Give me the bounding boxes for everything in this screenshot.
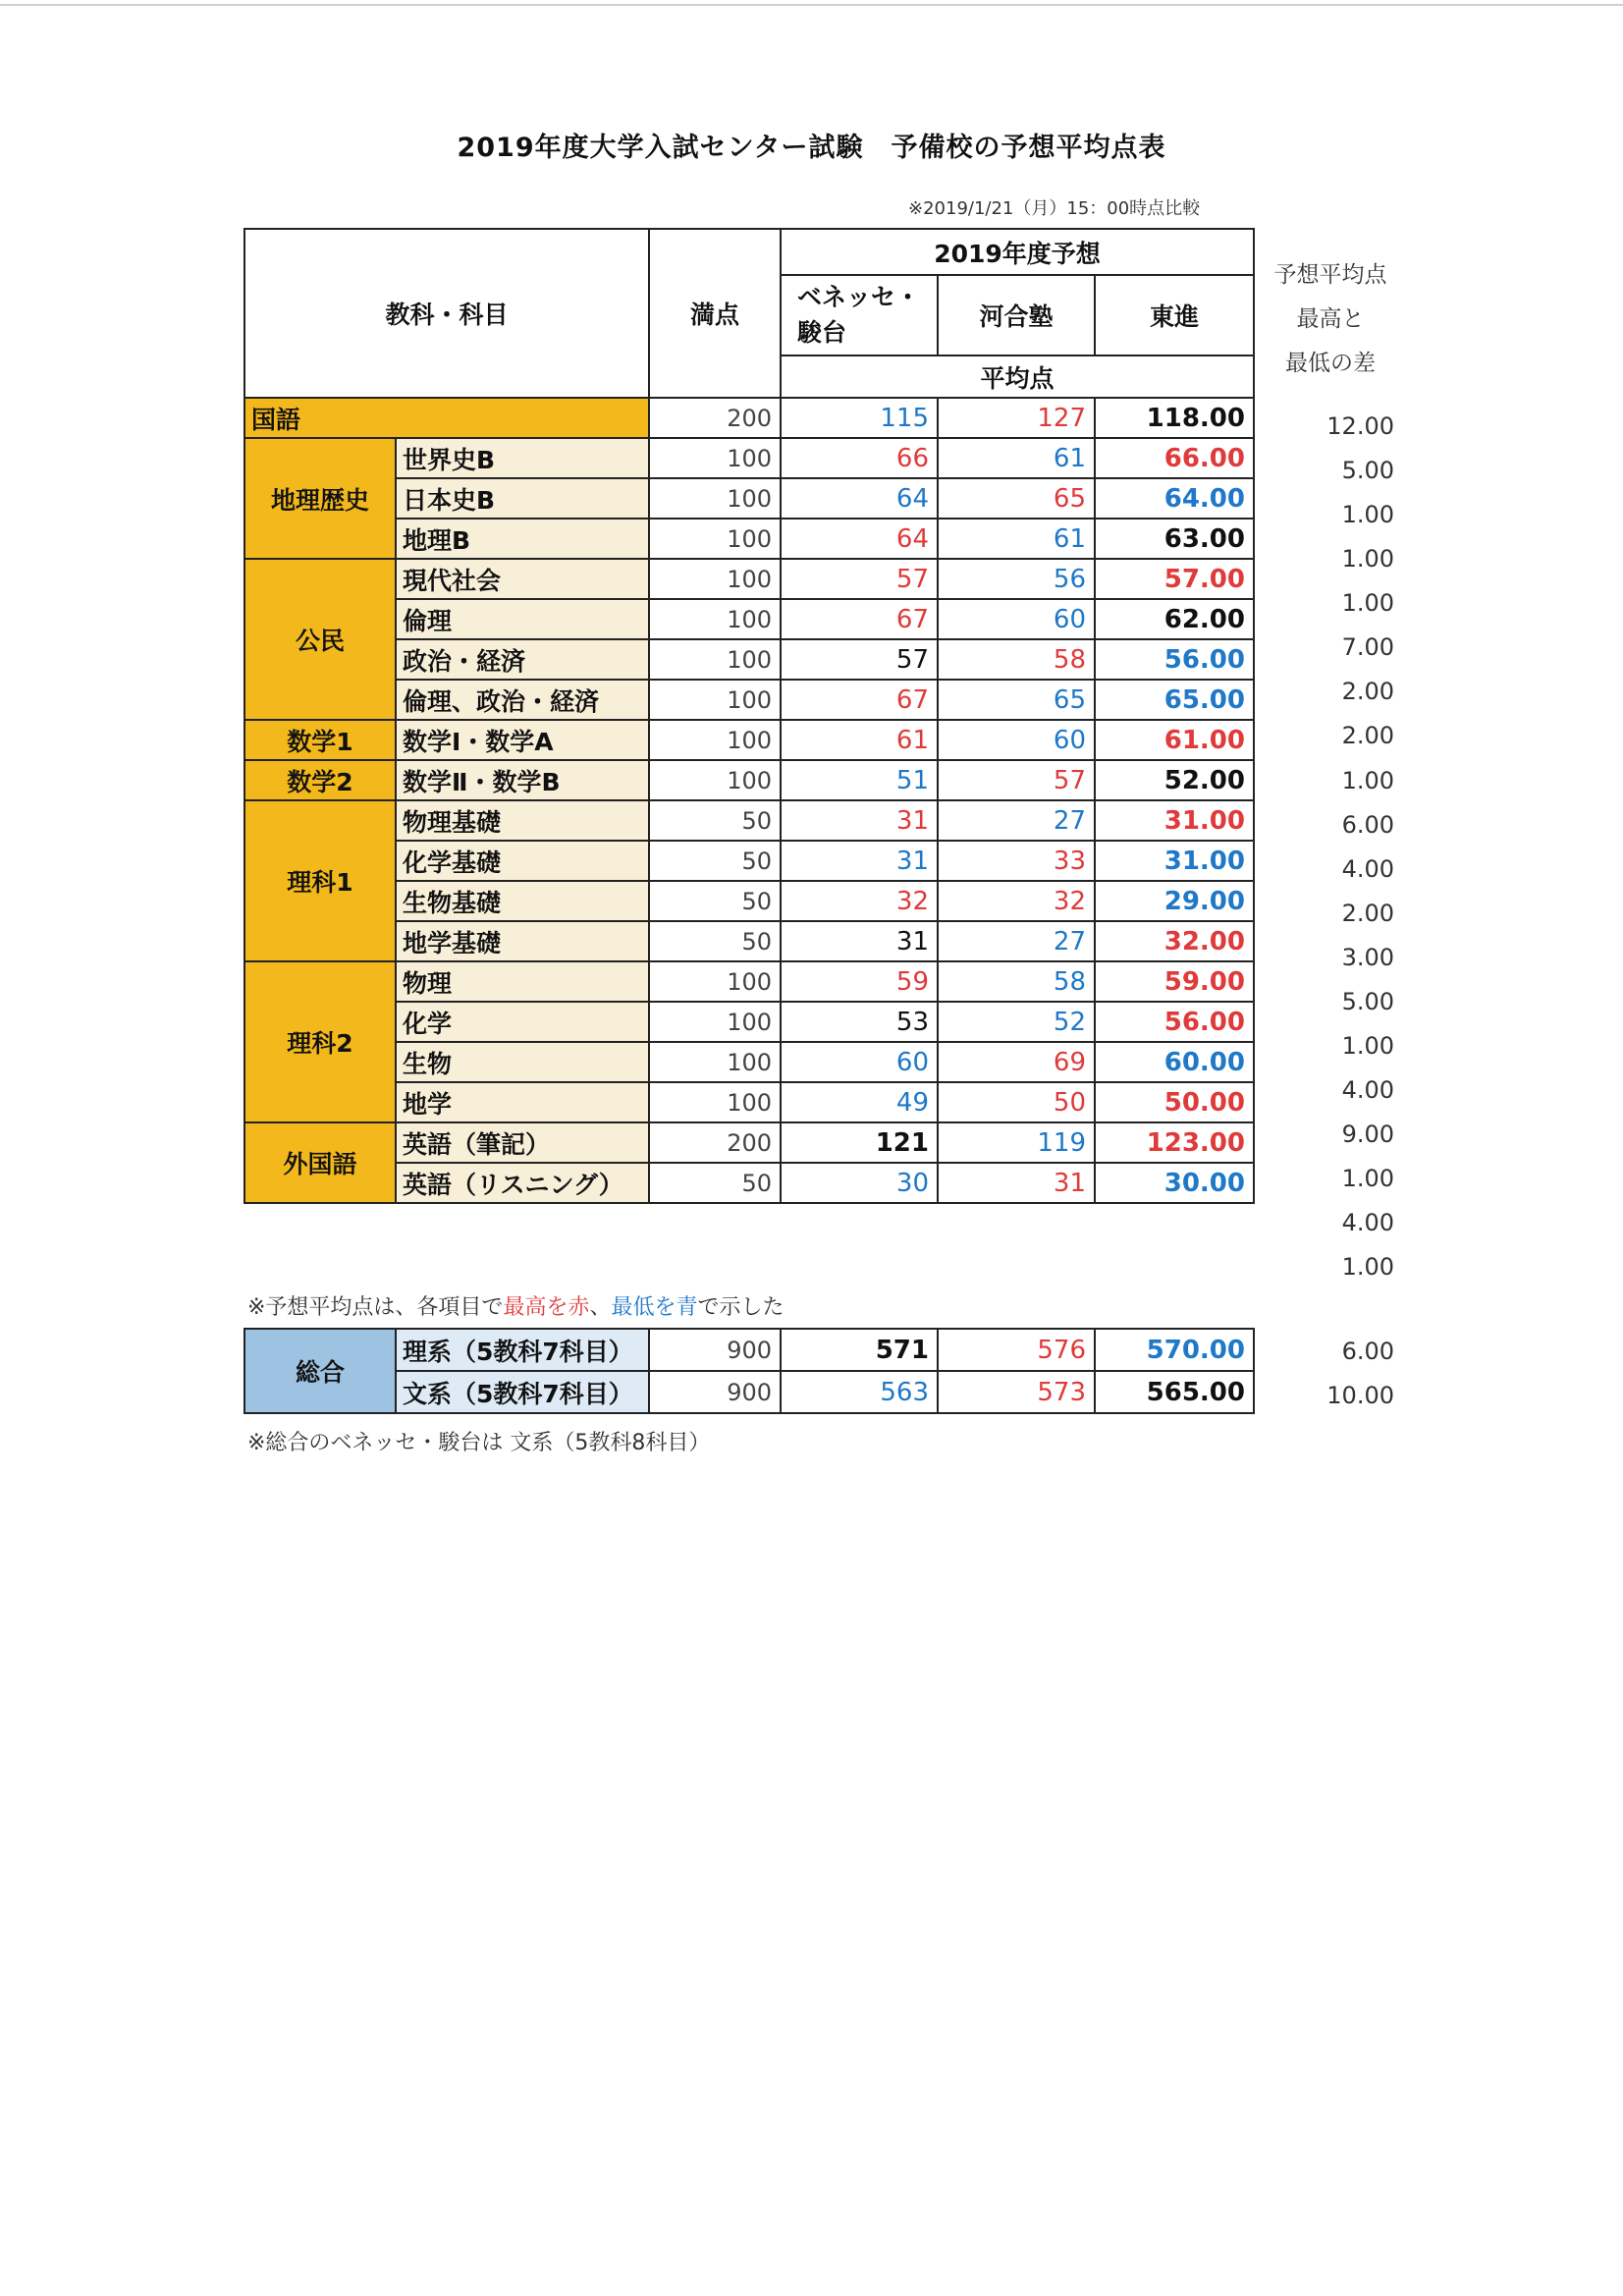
total-score-table bbox=[243, 1328, 1255, 1414]
toshin-score: 118.00 bbox=[1095, 398, 1254, 438]
diff-value: 1.00 bbox=[1341, 1032, 1394, 1060]
subject-label: 現代社会 bbox=[396, 559, 649, 599]
table-row bbox=[244, 559, 1254, 599]
subject-label: 政治・経済 bbox=[396, 639, 649, 680]
kawai-score: 50 bbox=[938, 1082, 1095, 1122]
max-score: 200 bbox=[649, 398, 781, 438]
subject-label: 化学 bbox=[396, 1002, 649, 1042]
subject-label: 日本史B bbox=[396, 478, 649, 519]
note-text: ※予想平均点は、各項目で bbox=[247, 1295, 504, 1320]
table-row bbox=[244, 921, 1254, 961]
kawai-score: 65 bbox=[938, 680, 1095, 720]
max-score: 50 bbox=[649, 881, 781, 921]
average-score-table bbox=[243, 228, 1255, 1204]
table-row bbox=[244, 599, 1254, 639]
toshin-score: 66.00 bbox=[1095, 438, 1254, 478]
diff-value: 1.00 bbox=[1341, 1165, 1394, 1192]
total-group-label: 総合 bbox=[244, 1329, 396, 1413]
table-row bbox=[244, 438, 1254, 478]
group-label: 国語 bbox=[244, 398, 649, 438]
table-row bbox=[244, 1329, 1254, 1371]
note-text: で示した bbox=[697, 1295, 784, 1320]
group-label: 外国語 bbox=[244, 1122, 396, 1203]
max-score: 100 bbox=[649, 599, 781, 639]
table-row bbox=[244, 1042, 1254, 1082]
subject-label: 地理B bbox=[396, 519, 649, 559]
toshin-score: 31.00 bbox=[1095, 841, 1254, 881]
note-min-blue: 最低を青 bbox=[611, 1295, 698, 1320]
group-label: 理科2 bbox=[244, 961, 396, 1122]
diff-column-header bbox=[1257, 253, 1404, 386]
benesse-score: 60 bbox=[781, 1042, 938, 1082]
table-row bbox=[244, 841, 1254, 881]
benesse-header-line-2: 駿台 bbox=[797, 318, 847, 347]
subject-label: 理系（5教科7科目） bbox=[396, 1329, 649, 1371]
kawai-score: 27 bbox=[938, 921, 1095, 961]
table-row bbox=[244, 881, 1254, 921]
scan-edge-line bbox=[0, 4, 1623, 6]
diff-value: 1.00 bbox=[1341, 501, 1394, 528]
benesse-score: 64 bbox=[781, 519, 938, 559]
benesse-score: 53 bbox=[781, 1002, 938, 1042]
subject-label: 生物基礎 bbox=[396, 881, 649, 921]
max-score: 100 bbox=[649, 680, 781, 720]
max-score: 100 bbox=[649, 760, 781, 800]
benesse-header bbox=[781, 275, 938, 355]
max-score: 100 bbox=[649, 1042, 781, 1082]
max-score: 100 bbox=[649, 519, 781, 559]
toshin-header: 東進 bbox=[1095, 275, 1254, 355]
max-score: 200 bbox=[649, 1122, 781, 1163]
toshin-score: 59.00 bbox=[1095, 961, 1254, 1002]
subject-label: 倫理 bbox=[396, 599, 649, 639]
kawai-score: 27 bbox=[938, 800, 1095, 841]
subject-label: 英語（リスニング） bbox=[396, 1163, 649, 1203]
subject-label: 物理 bbox=[396, 961, 649, 1002]
max-score: 100 bbox=[649, 1002, 781, 1042]
forecast-header: 2019年度予想 bbox=[781, 229, 1254, 275]
max-score: 100 bbox=[649, 438, 781, 478]
note-text: 、 bbox=[589, 1295, 612, 1320]
table-row bbox=[244, 1082, 1254, 1122]
benesse-score: 57 bbox=[781, 639, 938, 680]
benesse-score: 67 bbox=[781, 680, 938, 720]
kawai-header: 河合塾 bbox=[938, 275, 1095, 355]
kawai-score: 61 bbox=[938, 438, 1095, 478]
subject-label: 地学 bbox=[396, 1082, 649, 1122]
benesse-score: 64 bbox=[781, 478, 938, 519]
diff-value: 3.00 bbox=[1341, 944, 1394, 971]
note-max-red: 最高を赤 bbox=[503, 1295, 590, 1320]
kawai-score: 65 bbox=[938, 478, 1095, 519]
diff-value: 6.00 bbox=[1341, 811, 1394, 839]
toshin-score: 52.00 bbox=[1095, 760, 1254, 800]
toshin-score: 56.00 bbox=[1095, 639, 1254, 680]
table-row bbox=[244, 398, 1254, 438]
table-row bbox=[244, 1002, 1254, 1042]
max-score: 100 bbox=[649, 639, 781, 680]
diff-value: 5.00 bbox=[1341, 988, 1394, 1015]
table-row bbox=[244, 680, 1254, 720]
table-row bbox=[244, 1163, 1254, 1203]
table-row bbox=[244, 478, 1254, 519]
subject-label: 化学基礎 bbox=[396, 841, 649, 881]
group-label: 地理歴史 bbox=[244, 438, 396, 559]
diff-value: 1.00 bbox=[1341, 1253, 1394, 1281]
benesse-score: 59 bbox=[781, 961, 938, 1002]
toshin-score: 32.00 bbox=[1095, 921, 1254, 961]
subject-label: 英語（筆記） bbox=[396, 1122, 649, 1163]
toshin-score: 60.00 bbox=[1095, 1042, 1254, 1082]
table-row bbox=[244, 760, 1254, 800]
table-row bbox=[244, 800, 1254, 841]
kawai-score: 69 bbox=[938, 1042, 1095, 1082]
diff-value: 2.00 bbox=[1341, 900, 1394, 927]
diff-value: 1.00 bbox=[1341, 589, 1394, 617]
toshin-score: 63.00 bbox=[1095, 519, 1254, 559]
toshin-score: 61.00 bbox=[1095, 720, 1254, 760]
max-score-header: 満点 bbox=[649, 229, 781, 398]
benesse-score: 66 bbox=[781, 438, 938, 478]
diff-value: 9.00 bbox=[1341, 1121, 1394, 1148]
kawai-score: 58 bbox=[938, 961, 1095, 1002]
benesse-score: 571 bbox=[781, 1329, 938, 1371]
diff-value: 10.00 bbox=[1326, 1382, 1394, 1409]
subject-label: 物理基礎 bbox=[396, 800, 649, 841]
max-score: 900 bbox=[649, 1329, 781, 1371]
benesse-score: 57 bbox=[781, 559, 938, 599]
max-score: 100 bbox=[649, 961, 781, 1002]
subject-label: 倫理、政治・経済 bbox=[396, 680, 649, 720]
benesse-score: 67 bbox=[781, 599, 938, 639]
diff-value: 12.00 bbox=[1326, 412, 1394, 440]
kawai-score: 31 bbox=[938, 1163, 1095, 1203]
benesse-score: 32 bbox=[781, 881, 938, 921]
kawai-score: 56 bbox=[938, 559, 1095, 599]
benesse-score: 31 bbox=[781, 921, 938, 961]
max-score: 50 bbox=[649, 1163, 781, 1203]
subject-header: 教科・科目 bbox=[244, 229, 649, 398]
diff-value: 6.00 bbox=[1341, 1338, 1394, 1365]
kawai-score: 61 bbox=[938, 519, 1095, 559]
benesse-score: 30 bbox=[781, 1163, 938, 1203]
diff-value: 2.00 bbox=[1341, 722, 1394, 749]
max-score: 50 bbox=[649, 800, 781, 841]
diff-value: 5.00 bbox=[1341, 457, 1394, 484]
toshin-score: 64.00 bbox=[1095, 478, 1254, 519]
diff-value: 7.00 bbox=[1341, 633, 1394, 661]
kawai-score: 576 bbox=[938, 1329, 1095, 1371]
diff-header-line-3: 最低の差 bbox=[1285, 351, 1376, 376]
diff-header-line-1: 予想平均点 bbox=[1273, 262, 1387, 288]
subject-label: 文系（5教科7科目） bbox=[396, 1371, 649, 1413]
kawai-score: 119 bbox=[938, 1122, 1095, 1163]
table-row bbox=[244, 961, 1254, 1002]
diff-value: 4.00 bbox=[1341, 855, 1394, 883]
benesse-score: 51 bbox=[781, 760, 938, 800]
toshin-score: 57.00 bbox=[1095, 559, 1254, 599]
diff-value: 4.00 bbox=[1341, 1209, 1394, 1236]
benesse-score: 61 bbox=[781, 720, 938, 760]
comparison-timestamp: ※2019/1/21（月）15：00時点比較 bbox=[908, 198, 1201, 219]
max-score: 100 bbox=[649, 478, 781, 519]
diff-value: 4.00 bbox=[1341, 1076, 1394, 1104]
toshin-score: 56.00 bbox=[1095, 1002, 1254, 1042]
subject-label: 数学Ⅰ・数学A bbox=[396, 720, 649, 760]
kawai-score: 58 bbox=[938, 639, 1095, 680]
toshin-score: 565.00 bbox=[1095, 1371, 1254, 1413]
kawai-score: 52 bbox=[938, 1002, 1095, 1042]
benesse-score: 49 bbox=[781, 1082, 938, 1122]
kawai-score: 32 bbox=[938, 881, 1095, 921]
toshin-score: 50.00 bbox=[1095, 1082, 1254, 1122]
kawai-score: 33 bbox=[938, 841, 1095, 881]
diff-header-line-2: 最高と bbox=[1296, 306, 1365, 332]
kawai-score: 60 bbox=[938, 599, 1095, 639]
benesse-score: 121 bbox=[781, 1122, 938, 1163]
subject-label: 数学Ⅱ・数学B bbox=[396, 760, 649, 800]
toshin-score: 62.00 bbox=[1095, 599, 1254, 639]
kawai-score: 573 bbox=[938, 1371, 1095, 1413]
group-label: 数学2 bbox=[244, 760, 396, 800]
kawai-score: 60 bbox=[938, 720, 1095, 760]
kawai-score: 57 bbox=[938, 760, 1095, 800]
max-score: 50 bbox=[649, 921, 781, 961]
max-score: 100 bbox=[649, 1082, 781, 1122]
toshin-score: 29.00 bbox=[1095, 881, 1254, 921]
diff-value: 2.00 bbox=[1341, 678, 1394, 705]
table-row bbox=[244, 1122, 1254, 1163]
benesse-score: 115 bbox=[781, 398, 938, 438]
max-score: 50 bbox=[649, 841, 781, 881]
max-score: 900 bbox=[649, 1371, 781, 1413]
table-row bbox=[244, 639, 1254, 680]
toshin-score: 31.00 bbox=[1095, 800, 1254, 841]
max-score: 100 bbox=[649, 720, 781, 760]
subject-label: 世界史B bbox=[396, 438, 649, 478]
max-score: 100 bbox=[649, 559, 781, 599]
benesse-score: 31 bbox=[781, 841, 938, 881]
benesse-header-line-1: ベネッセ・ bbox=[797, 283, 921, 311]
kawai-score: 127 bbox=[938, 398, 1095, 438]
table-row bbox=[244, 720, 1254, 760]
benesse-score: 31 bbox=[781, 800, 938, 841]
toshin-score: 570.00 bbox=[1095, 1329, 1254, 1371]
group-label: 公民 bbox=[244, 559, 396, 720]
toshin-score: 65.00 bbox=[1095, 680, 1254, 720]
table-row bbox=[244, 1371, 1254, 1413]
benesse-score: 563 bbox=[781, 1371, 938, 1413]
toshin-score: 30.00 bbox=[1095, 1163, 1254, 1203]
table-row bbox=[244, 519, 1254, 559]
subject-label: 生物 bbox=[396, 1042, 649, 1082]
group-label: 数学1 bbox=[244, 720, 396, 760]
average-header: 平均点 bbox=[781, 355, 1254, 398]
color-legend-note bbox=[247, 1290, 784, 1321]
group-label: 理科1 bbox=[244, 800, 396, 961]
document-title: 2019年度大学入試センター試験 予備校の予想平均点表 bbox=[457, 133, 1166, 163]
diff-value: 1.00 bbox=[1341, 767, 1394, 794]
subject-label: 地学基礎 bbox=[396, 921, 649, 961]
total-note: ※総合のベネッセ・駿台は 文系（5教科8科目） bbox=[247, 1431, 711, 1455]
diff-value: 1.00 bbox=[1341, 545, 1394, 573]
toshin-score: 123.00 bbox=[1095, 1122, 1254, 1163]
